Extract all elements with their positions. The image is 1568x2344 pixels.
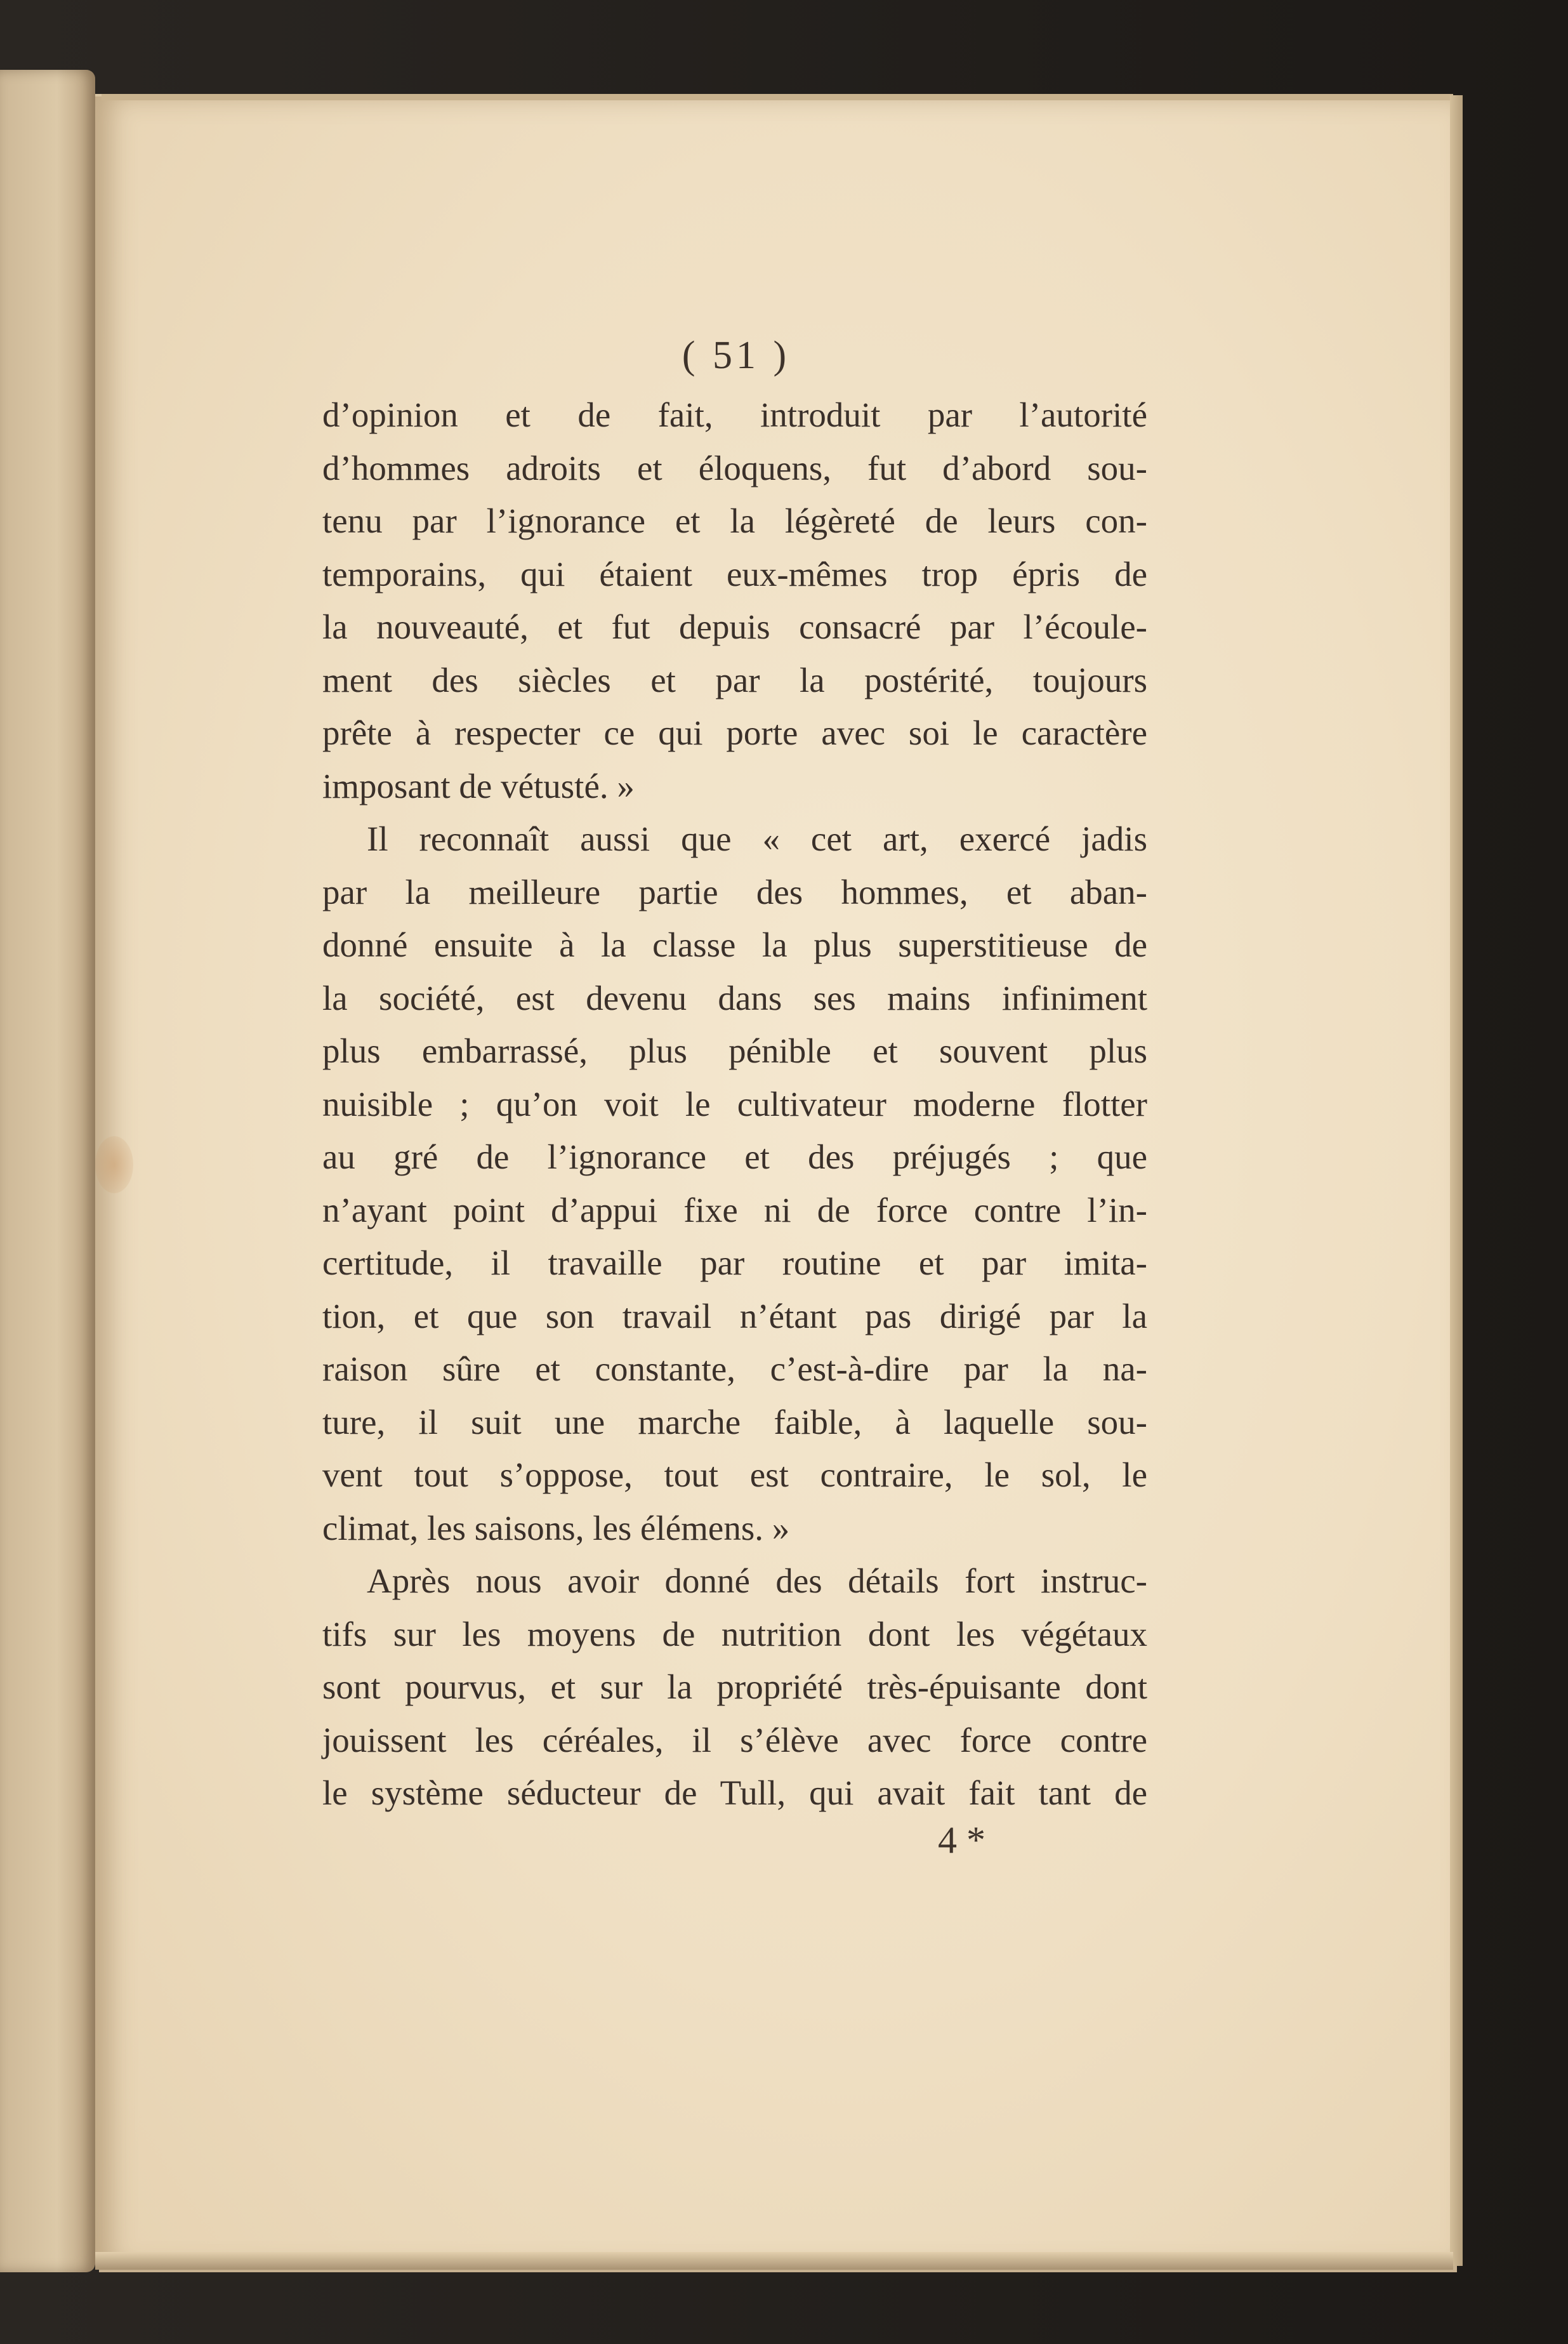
text-line: ture, il suit une marche faible, à laquelle sou-: [322, 1402, 1147, 1441]
text-line: par la meilleure partie des hommes, et aban-: [322, 872, 1147, 911]
page-bottom-edge: [95, 2252, 1453, 2270]
text-line: vent tout s’oppose, tout est contraire, le sol, le: [322, 1455, 1147, 1494]
text-line: raison sûre et constante, c’est-à-dire par la na-: [322, 1349, 1147, 1388]
text-line: climat, les saisons, les élémens. »: [322, 1508, 790, 1547]
text-line: Il reconnaît aussi que « cet art, exercé jadis: [367, 819, 1147, 858]
page-right-edge: [1450, 95, 1463, 2266]
text-line: tenu par l’ignorance et la légèreté de leurs con-: [322, 501, 1147, 540]
text-line: imposant de vétusté. »: [322, 766, 635, 805]
text-line: la société, est devenu dans ses mains infiniment: [322, 978, 1147, 1017]
text-line: d’opinion et de fait, introduit par l’autorité: [322, 395, 1147, 434]
text-line: d’hommes adroits et éloquens, fut d’abord sou-: [322, 448, 1147, 487]
text-line: jouissent les céréales, il s’élève avec force contre: [322, 1720, 1147, 1759]
text-line: sont pourvus, et sur la propriété très-épuisante dont: [322, 1667, 1147, 1706]
text-line: ment des siècles et par la postérité, toujours: [322, 660, 1147, 699]
text-line: la nouveauté, et fut depuis consacré par l’écoule-: [322, 607, 1147, 646]
text-line: certitude, il travaille par routine et par imita-: [322, 1243, 1147, 1282]
paper-stain: [95, 1136, 133, 1193]
page-number: ( 51 ): [682, 334, 791, 377]
text-line: tion, et que son travail n’étant pas dirigé par la: [322, 1296, 1147, 1335]
text-line: au gré de l’ignorance et des préjugés ; que: [322, 1137, 1147, 1176]
left-page-edge: [0, 70, 95, 2272]
text-line: le système séducteur de Tull, qui avait fait tant de: [322, 1773, 1147, 1812]
text-line: Après nous avoir donné des détails fort instruc-: [367, 1561, 1147, 1600]
page-top-edge: [102, 94, 1453, 100]
text-line: temporains, qui étaient eux-mêmes trop épris de: [322, 554, 1147, 593]
text-line: tifs sur les moyens de nutrition dont les végétaux: [322, 1614, 1147, 1653]
body-text: [322, 388, 1147, 1820]
text-line: donné ensuite à la classe la plus superstitieuse de: [322, 925, 1147, 964]
catchword: 4 *: [938, 1819, 985, 1861]
text-line: plus embarrassé, plus pénible et souvent plus: [322, 1031, 1147, 1070]
text-line: prête à respecter ce qui porte avec soi le caractère: [322, 713, 1147, 752]
text-line: n’ayant point d’appui fixe ni de force contre l’in-: [322, 1190, 1147, 1229]
text-line: nuisible ; qu’on voit le cultivateur moderne flotter: [322, 1084, 1147, 1123]
